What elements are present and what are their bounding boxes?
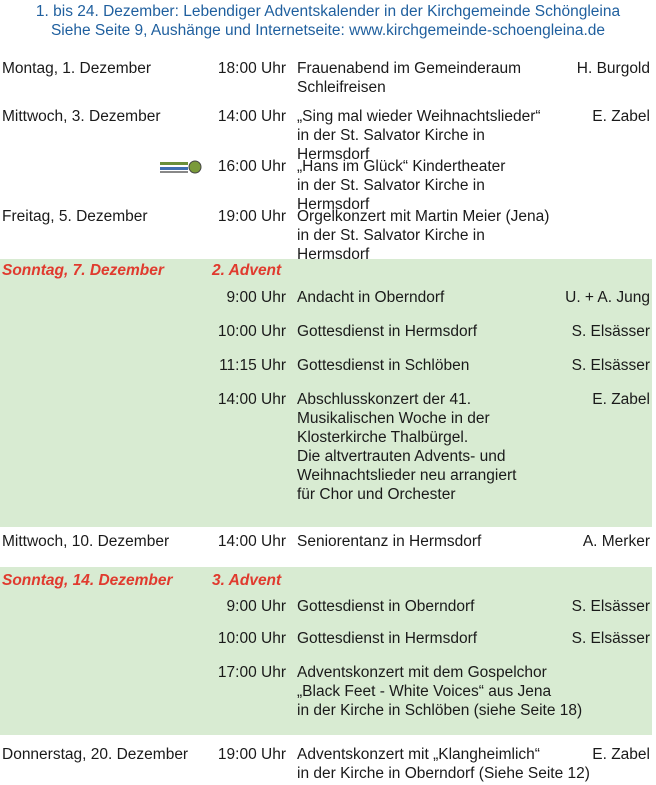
event-description: [297, 356, 559, 375]
event-time: 14:00 Uhr: [217, 391, 286, 408]
page-header: [0, 2, 656, 40]
event-date: Freitag, 5. Dezember: [2, 208, 148, 225]
event-line: für Chor und Orchester: [297, 486, 456, 503]
event-person: S. Elsässer: [571, 630, 650, 647]
event-time: 16:00 Uhr: [217, 158, 286, 175]
event-person: E. Zabel: [592, 746, 650, 763]
event-person: A. Merker: [582, 533, 650, 550]
event-line: „Sing mal wieder Weihnachtslieder“: [297, 108, 541, 125]
advent-label: 3. Advent: [212, 572, 282, 589]
event-line: Gottesdienst in Schlöben: [297, 357, 470, 374]
event-line: Klosterkirche Thalbürgel.: [297, 429, 469, 446]
event-description: [297, 207, 559, 264]
event-line: Adventskonzert mit dem Gospelchor: [297, 664, 547, 681]
event-line: Abschlusskonzert der 41.: [297, 391, 472, 408]
event-date: Donnerstag, 20. Dezember: [2, 746, 189, 763]
event-line: Schleifreisen: [297, 79, 386, 96]
event-description: [297, 532, 559, 551]
event-line: Gottesdienst in Hermsdorf: [297, 630, 478, 647]
event-description: [297, 288, 559, 307]
event-person: S. Elsässer: [571, 357, 650, 374]
event-line: Seniorentanz in Hermsdorf: [297, 533, 482, 550]
event-description: [297, 322, 559, 341]
event-description: [297, 745, 627, 783]
event-time: 9:00 Uhr: [226, 289, 286, 306]
event-line: Adventskonzert mit „Klangheimlich“: [297, 746, 540, 763]
event-line: in der St. Salvator Kirche in Hermsdorf: [297, 127, 485, 163]
event-description: [297, 390, 559, 504]
event-description: [297, 59, 559, 97]
sunday-date: Sonntag, 7. Dezember: [2, 262, 164, 279]
event-description: [297, 663, 627, 720]
event-line: „Black Feet - White Voices“ aus Jena: [297, 683, 552, 700]
event-line: in der Kirche in Oberndorf (Siehe Seite 12): [297, 765, 590, 782]
event-line: Die altvertrauten Advents- und: [297, 448, 506, 465]
event-line: Frauenabend im Gemeinderaum: [297, 60, 522, 77]
event-line: Andacht in Oberndorf: [297, 289, 445, 306]
event-description: [297, 157, 559, 214]
event-time: 10:00 Uhr: [217, 323, 286, 340]
event-date: Montag, 1. Dezember: [2, 60, 152, 77]
event-description: [297, 107, 559, 164]
event-line: in der St. Salvator Kirche in Hermsdorf: [297, 177, 485, 213]
event-time: 10:00 Uhr: [217, 630, 286, 647]
event-time: 11:15 Uhr: [219, 357, 286, 374]
event-person: S. Elsässer: [571, 598, 650, 615]
event-line: „Hans im Glück“ Kindertheater: [297, 158, 506, 175]
event-line: Weihnachtslieder neu arrangiert: [297, 467, 517, 484]
event-person: E. Zabel: [592, 391, 650, 408]
event-time: 19:00 Uhr: [217, 208, 286, 225]
event-person: U. + A. Jung: [565, 289, 650, 306]
event-line: in der St. Salvator Kirche in Hermsdorf: [297, 227, 485, 263]
event-time: 14:00 Uhr: [217, 533, 286, 550]
event-person: E. Zabel: [592, 108, 650, 125]
event-person: H. Burgold: [576, 60, 650, 77]
event-date: Mittwoch, 10. Dezember: [2, 533, 170, 550]
event-time: 19:00 Uhr: [217, 746, 286, 763]
event-time: 17:00 Uhr: [217, 664, 286, 681]
event-description: [297, 597, 559, 616]
header-line-2: Siehe Seite 9, Aushänge und Internetseite: www.kirchgemeinde-schoengleina.de: [50, 22, 606, 39]
advent-label: 2. Advent: [212, 262, 282, 279]
event-time: 18:00 Uhr: [217, 60, 286, 77]
header-line-1: 1. bis 24. Dezember: Lebendiger Adventskalender in der Kirchgemeinde Schöngleina: [35, 3, 621, 20]
event-time: 9:00 Uhr: [226, 598, 286, 615]
event-line: Musikalischen Woche in der: [297, 410, 490, 427]
event-line: Orgelkonzert mit Martin Meier (Jena): [297, 208, 550, 225]
event-line: Gottesdienst in Oberndorf: [297, 598, 475, 615]
event-line: Gottesdienst in Hermsdorf: [297, 323, 478, 340]
event-person: S. Elsässer: [571, 323, 650, 340]
sunday-date: Sonntag, 14. Dezember: [2, 572, 173, 589]
event-time: 14:00 Uhr: [217, 108, 286, 125]
event-description: [297, 629, 559, 648]
event-date: Mittwoch, 3. Dezember: [2, 108, 161, 125]
event-line: in der Kirche in Schlöben (siehe Seite 18): [297, 702, 583, 719]
theater-logo-icon: [160, 159, 202, 175]
